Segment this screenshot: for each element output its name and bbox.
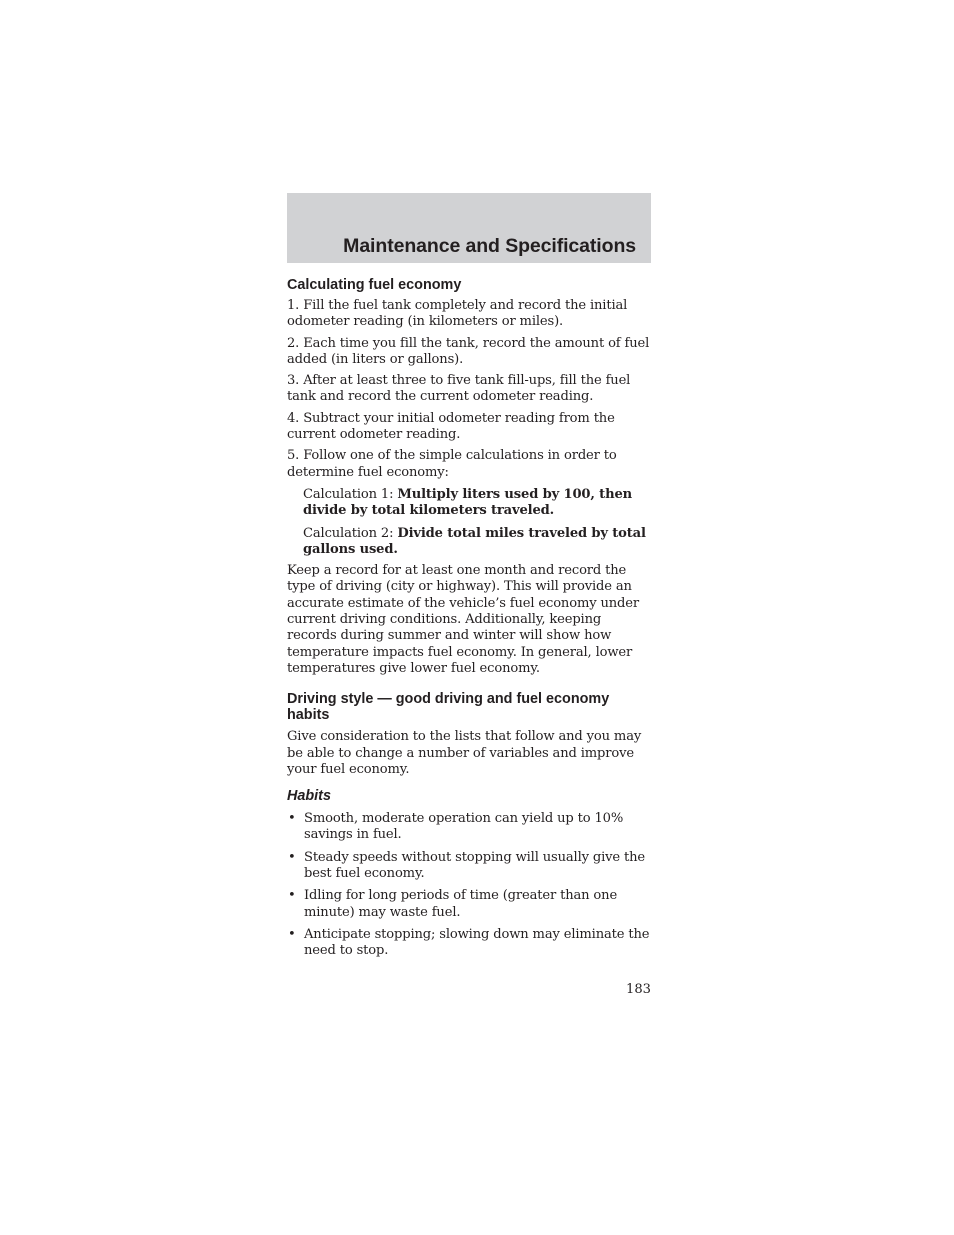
section-title-calculating-fuel-economy: Calculating fuel economy bbox=[287, 277, 462, 293]
step-4: 4. Subtract your initial odometer reading from the current odometer reading. bbox=[287, 410, 615, 443]
list-item bbox=[287, 811, 651, 844]
list-item-text: Steady speeds without stopping will usually give the best fuel economy. bbox=[304, 849, 645, 882]
chapter-header-band bbox=[287, 193, 651, 263]
calculation-1-label: Calculation 1: bbox=[303, 486, 398, 502]
driving-style-intro: Give consideration to the lists that follow and you may be able to change a number of variables and improve your fuel economy. bbox=[287, 729, 642, 777]
calculation-2-label: Calculation 2: bbox=[303, 525, 398, 541]
list-item bbox=[287, 927, 651, 960]
calculation-1 bbox=[287, 487, 651, 520]
bullet-icon: • bbox=[288, 811, 296, 827]
step-2: 2. Each time you fill the tank, record the amount of fuel added (in liters or gallons). bbox=[287, 335, 650, 367]
subsection-title-habits: Habits bbox=[287, 788, 331, 805]
list-item bbox=[287, 888, 651, 921]
page-column bbox=[287, 193, 651, 960]
calculation-2-text: Divide total miles traveled by total gallons used. bbox=[303, 525, 646, 557]
habits-list bbox=[287, 811, 651, 959]
chapter-title: Maintenance and Specifications bbox=[343, 235, 636, 257]
bullet-icon: • bbox=[288, 849, 296, 865]
section-title-driving-style: Driving style — good driving and fuel economy habits bbox=[287, 691, 610, 724]
bullet-icon: • bbox=[288, 888, 296, 904]
list-item-text: Anticipate stopping; slowing down may eliminate the need to stop. bbox=[304, 926, 650, 959]
record-keeping-paragraph: Keep a record for at least one month and record the type of driving (city or highway). This will provide an accurate estimate of the vehicle’s fuel economy under current driving conditions. Additionally, keeping records during summer and winter will show how temperature impacts fuel economy. In general, lower temperatures give lower fuel economy. bbox=[287, 563, 639, 676]
step-1: 1. Fill the fuel tank completely and record the initial odometer reading (in kilometers or miles). bbox=[287, 298, 628, 330]
list-item bbox=[287, 850, 651, 883]
calculation-1-text: Multiply liters used by 100, then divide by total kilometers traveled. bbox=[303, 486, 632, 519]
bullet-icon: • bbox=[288, 926, 296, 942]
calculation-2 bbox=[287, 526, 651, 559]
page-number: 183 bbox=[626, 982, 651, 997]
page-content bbox=[287, 277, 651, 960]
step-3: 3. After at least three to five tank fill-ups, fill the fuel tank and record the current odometer reading. bbox=[287, 373, 631, 405]
step-5: 5. Follow one of the simple calculations in order to determine fuel economy: bbox=[287, 448, 617, 480]
list-item-text: Idling for long periods of time (greater than one minute) may waste fuel. bbox=[304, 888, 618, 920]
list-item-text: Smooth, moderate operation can yield up to 10% savings in fuel. bbox=[304, 811, 624, 843]
